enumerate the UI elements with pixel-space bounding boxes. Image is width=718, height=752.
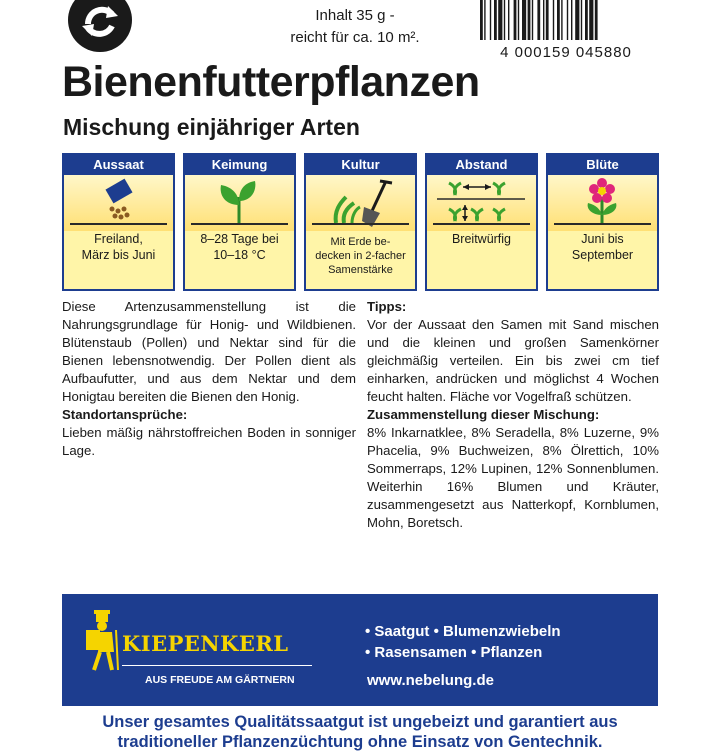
barcode-number: 4 000159 045880 [500,44,632,61]
soil-line [433,223,530,225]
card-header: Aussaat [64,155,173,175]
product-list-line: • Saatgut • Blumenzwiebeln [365,623,561,640]
card-text-line: 8–28 Tage bei [200,232,279,246]
brand-divider [122,665,312,666]
tips-heading: Tipps: [367,299,407,314]
quality-statement [62,712,658,752]
right-column [367,298,659,532]
soil-line [191,223,288,225]
card-text [187,231,292,263]
location-text: Lieben mäßig nährstoffreichen Boden in sonniger Lage. [62,425,356,458]
kiepenkerl-figure-icon [82,610,122,677]
card-text-line: decken in 2-facher [315,250,406,262]
tips-text: Vor der Aussaat den Samen mit Sand mischen und die kleinen und großen Samenkörner gleichmäßig verteilen. Ein bis zwei cm tief einharken, andrücken und möglichst 4 Wochen feucht halten. Fläche vor Vogelfraß schützen. [367,317,659,404]
card-kultur [304,153,417,291]
card-text-line: Mit Erde be- [330,236,391,248]
card-text-line: Juni bis [581,232,624,246]
card-header: Keimung [185,155,294,175]
card-abstand [425,153,538,291]
card-bluete [546,153,659,291]
recycling-icon [68,0,132,52]
card-text-line: Breitwürfig [451,232,512,246]
content-amount: Inhalt 35 g - [315,7,395,24]
mix-heading: Zusammenstellung dieser Mischung: [367,407,600,422]
product-title: Bienenfutterpflanzen [62,58,480,106]
barcode [478,0,654,61]
card-header: Abstand [427,155,536,175]
card-text-line: Freiland, [94,232,143,246]
location-heading: Standortansprüche: [62,407,188,422]
card-text [308,235,413,277]
brand-name: KIEPENKERL [122,631,289,656]
card-text-line: März bis Juni [81,248,156,262]
card-keimung [183,153,296,291]
quality-statement-line: traditioneller Pflanzenzüchtung ohne Einsatz von Gentechnik. [117,733,603,751]
quality-statement-line: Unser gesamtes Qualitätssaatgut ist ungebeizt und garantiert aus [102,713,618,731]
barcode-bars [478,0,654,40]
intro-text: Diese Artenzusammenstellung ist die Nahrungsgrundlage für Honig- und Wildbienen. Blütenstaub (Pollen) und Nektar sind für die Bienen lebensnotwendig. Der Pollen dient als Aufbaufutter, und aus dem Nektar und dem Honigtau bereiten die Bienen den Honig. [62,299,356,404]
card-text [550,231,655,263]
card-text [66,231,171,263]
website-link[interactable]: www.nebelung.de [367,672,494,689]
card-header: Kultur [306,155,415,175]
product-list-line: • Rasensamen • Pflanzen [365,644,543,661]
card-header: Blüte [548,155,657,175]
card-text-line: Samenstärke [328,264,393,276]
card-text-line: September [571,248,634,262]
product-subtitle: Mischung einjähriger Arten [63,114,360,140]
card-text [429,231,534,247]
mix-text: 8% Inkarnatklee, 8% Seradella, 8% Luzerne, 9% Phacelia, 9% Buchweizen, 8% Ölrettich, 10% Sommerraps, 12% Lupinen, 12% Sonnenblumen. Weiterhin 16% Blumen und Kräuter, zusammengesetzt aus Natterkopf, Kornblumen, Mohn, Boretsch. [367,425,659,530]
soil-line [70,223,167,225]
left-column [62,298,356,460]
brand-slogan: AUS FREUDE AM GÄRTNERN [145,674,295,686]
card-text-line: 10–18 °C [213,248,266,262]
product-list [365,621,561,663]
package-content-info [265,5,445,49]
soil-line [554,223,651,225]
soil-line [312,223,409,225]
content-coverage: reicht für ca. 10 m². [290,29,420,46]
card-aussaat [62,153,175,291]
